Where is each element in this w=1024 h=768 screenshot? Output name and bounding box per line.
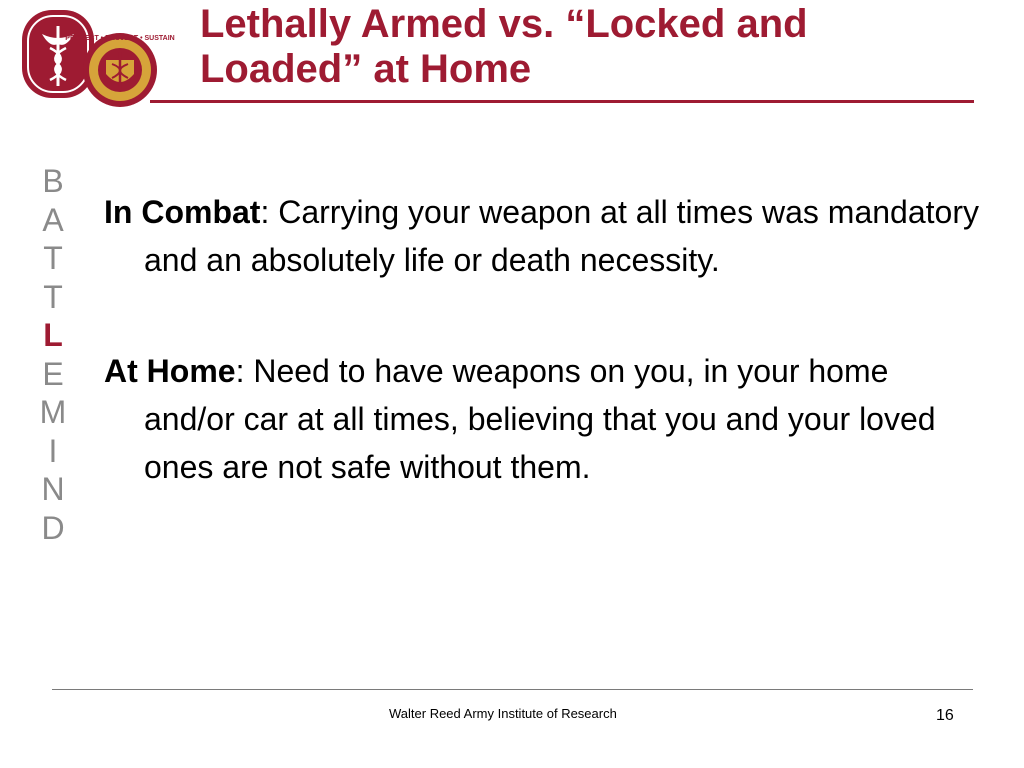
combat-lead: In Combat [104, 194, 261, 230]
header-logos [20, 8, 175, 110]
logo-seals [20, 8, 175, 110]
title-underline [150, 100, 974, 103]
seal-text: PROTECT • PROJECT • SUSTAIN [65, 35, 175, 42]
acrostic-letter: N [41, 471, 65, 507]
acrostic-letter: I [48, 432, 58, 469]
acrostic-letter: A [42, 201, 64, 238]
page-number: 16 [936, 707, 954, 724]
acrostic-letter: T [43, 278, 63, 315]
slide-title-line-2: Loaded” at Home [200, 47, 532, 91]
battlemind-acrostic [30, 162, 76, 547]
acrostic-letter: M [39, 394, 67, 430]
slide-title [200, 2, 980, 92]
footer-divider [52, 689, 973, 690]
footer-institution: Walter Reed Army Institute of Research [389, 706, 617, 721]
slide-body [104, 188, 984, 491]
home-lead: At Home [104, 353, 236, 389]
acrostic-letter: B [42, 163, 64, 199]
acrostic-letter-highlighted: L [43, 317, 63, 353]
combat-paragraph [104, 188, 984, 284]
caduceus-seal-icon [22, 10, 94, 98]
combat-text: : Carrying your weapon at all times was mandatory and an absolutely life or death necessity. [144, 194, 979, 278]
acrostic-letter: D [41, 509, 65, 546]
home-text: : Need to have weapons on you, in your home and/or car at all times, believing that you and your loved ones are not safe without them. [144, 353, 936, 485]
home-paragraph [104, 347, 984, 491]
acrostic-letter: E [42, 355, 64, 392]
acrostic-letter: T [43, 240, 63, 276]
slide-title-line-1: Lethally Armed vs. “Locked and [200, 2, 808, 46]
